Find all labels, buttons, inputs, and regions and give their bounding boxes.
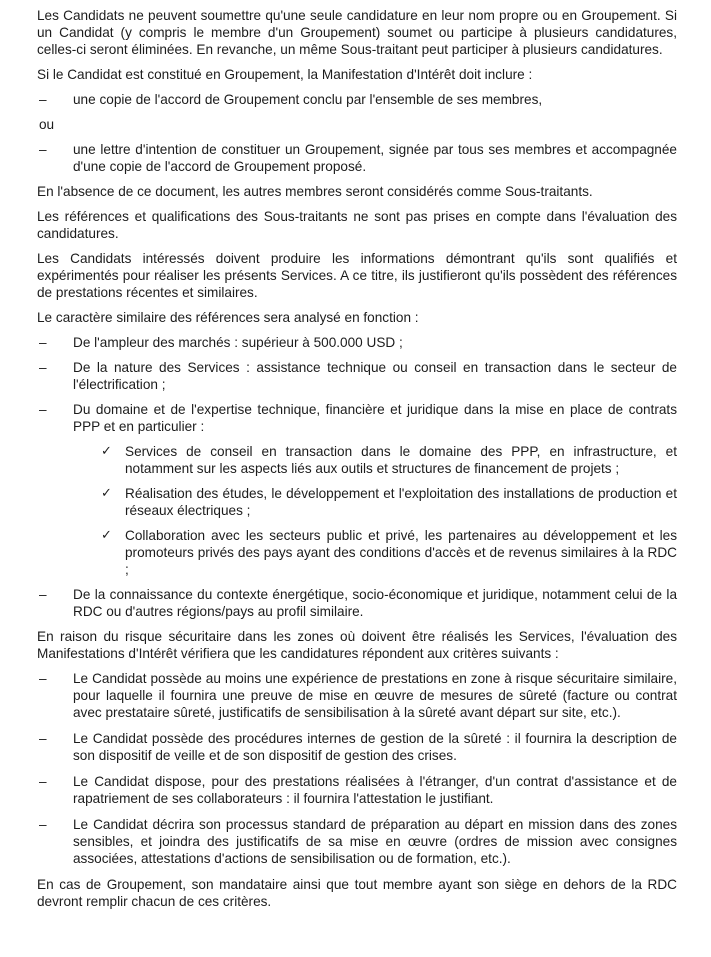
dash-bullet: –	[39, 731, 47, 746]
list-item-text: Du domaine et de l'expertise technique, financière et juridique dans la mise en place de contrats PPP et en particulier :	[73, 402, 677, 434]
check-item-text: Collaboration avec les secteurs public et privé, les partenaires au développement et les promoteurs privés des pays ayant des conditions d'accès et de revenus similaires à la RDC ;	[125, 528, 677, 577]
checkmark-icon: ✓	[101, 528, 112, 543]
dash-bullet: –	[39, 671, 47, 686]
check-item-text: Services de conseil en transaction dans le domaine des PPP, en infrastructure, et notamment sur les aspects liés aux outils et structures de financement de projets ;	[125, 444, 677, 476]
check-item-realisation-etudes	[101, 485, 677, 519]
paragraph-caractere-similaire: Le caractère similaire des références sera analysé en fonction :	[37, 310, 419, 325]
list-item-intention-letter	[37, 141, 677, 175]
dash-bullet: –	[39, 817, 47, 832]
dash-bullet: –	[39, 360, 47, 375]
check-list	[37, 443, 677, 578]
list-item-text: une copie de l'accord de Groupement conclu par l'ensemble de ses membres,	[73, 92, 543, 107]
dash-bullet: –	[39, 335, 47, 350]
list-item-text: une lettre d'intention de constituer un Groupement, signée par tous ses membres et accompagnée d'une copie de l'accord de Groupement proposé.	[73, 142, 677, 174]
list-item-nature	[37, 359, 677, 393]
paragraph-risque-securitaire: En raison du risque sécuritaire dans les zones où doivent être réalisés les Services, l'évaluation des Manifestations d'Intérêt vérifiera que les candidatures répondent aux critères suivants :	[37, 629, 677, 661]
criterion-contrat-assistance	[37, 773, 677, 807]
list-item-connaissance	[37, 586, 677, 620]
criterion-processus-depart	[37, 816, 677, 867]
dash-bullet: –	[39, 142, 47, 157]
paragraph-groupement-intro: Si le Candidat est constitué en Groupement, la Manifestation d'Intérêt doit inclure :	[37, 67, 533, 82]
list-item-text: De la nature des Services : assistance technique ou conseil en transaction dans le secteur de l'électrification ;	[73, 360, 677, 392]
criterion-text: Le Candidat dispose, pour des prestations réalisées à l'étranger, d'un contrat d'assistance et de rapatriement de ses collaborateurs : il fournira l'attestation le justifiant.	[73, 774, 677, 806]
list-item-domaine	[37, 401, 677, 435]
dash-bullet: –	[39, 402, 47, 417]
check-item-collaboration	[101, 527, 677, 578]
paragraph-absence-document: En l'absence de ce document, les autres membres seront considérés comme Sous-traitants.	[37, 184, 593, 199]
check-item-conseil-transaction	[101, 443, 677, 477]
dash-bullet: –	[39, 774, 47, 789]
paragraph-single-candidature: Les Candidats ne peuvent soumettre qu'une seule candidature en leur nom propre ou en Groupement. Si un Candidat (y compris le membre d'un Groupement) soumet ou participe à plusieurs candidatures, celles-ci seront éliminées. En revanche, un même Sous-traitant peut participer à plusieurs candidatures.	[37, 8, 677, 57]
criterion-text: Le Candidat possède des procédures internes de gestion de la sûreté : il fournira la description de son dispositif de veille et de son dispositif de gestion des crises.	[73, 731, 677, 763]
ou-separator: ou	[39, 117, 55, 132]
list-item-text: De la connaissance du contexte énergétique, socio-économique et juridique, notamment celui de la RDC ou d'autres régions/pays au profil similaire.	[73, 587, 677, 619]
paragraph-candidats-interesses: Les Candidats intéressés doivent produire les informations démontrant qu'ils sont qualifiés et expérimentés pour réaliser les présents Services. A ce titre, ils justifieront qu'ils possèdent des références de prestations récentes et similaires.	[37, 251, 677, 300]
criterion-experience-zone-risque	[37, 670, 677, 721]
checkmark-icon: ✓	[101, 444, 112, 459]
paragraph-groupement-mandataire: En cas de Groupement, son mandataire ainsi que tout membre ayant son siège en dehors de la RDC devront remplir chacun de ces critères.	[37, 877, 677, 909]
paragraph-sous-traitants: Les références et qualifications des Sous-traitants ne sont pas prises en compte dans l'évaluation des candidatures.	[37, 209, 677, 241]
criterion-procedures-surete	[37, 730, 677, 764]
list-item-accord-copy	[37, 91, 677, 108]
list-item-text: De l'ampleur des marchés : supérieur à 500.000 USD ;	[73, 335, 403, 350]
dash-bullet: –	[39, 587, 47, 602]
checkmark-icon: ✓	[101, 486, 112, 501]
check-item-text: Réalisation des études, le développement et l'exploitation des installations de production et réseaux électriques ;	[125, 486, 677, 518]
criterion-text: Le Candidat décrira son processus standard de préparation au départ en mission dans des zones sensibles, et joindra des justificatifs de sa mise en œuvre (ordres de mission avec consignes associées, attestations d'actions de sensibilisation ou de formation, etc.).	[73, 817, 677, 866]
criterion-text: Le Candidat possède au moins une expérience de prestations en zone à risque sécuritaire similaire, pour laquelle il fournira une preuve de mise en œuvre de mesures de sûreté (facture ou contrat avec prestataire sûreté, justificatifs de sensibilisation à la sûreté avant départ sur site, etc.).	[73, 671, 677, 720]
list-item-ampleur	[37, 334, 677, 351]
dash-bullet: –	[39, 92, 47, 107]
